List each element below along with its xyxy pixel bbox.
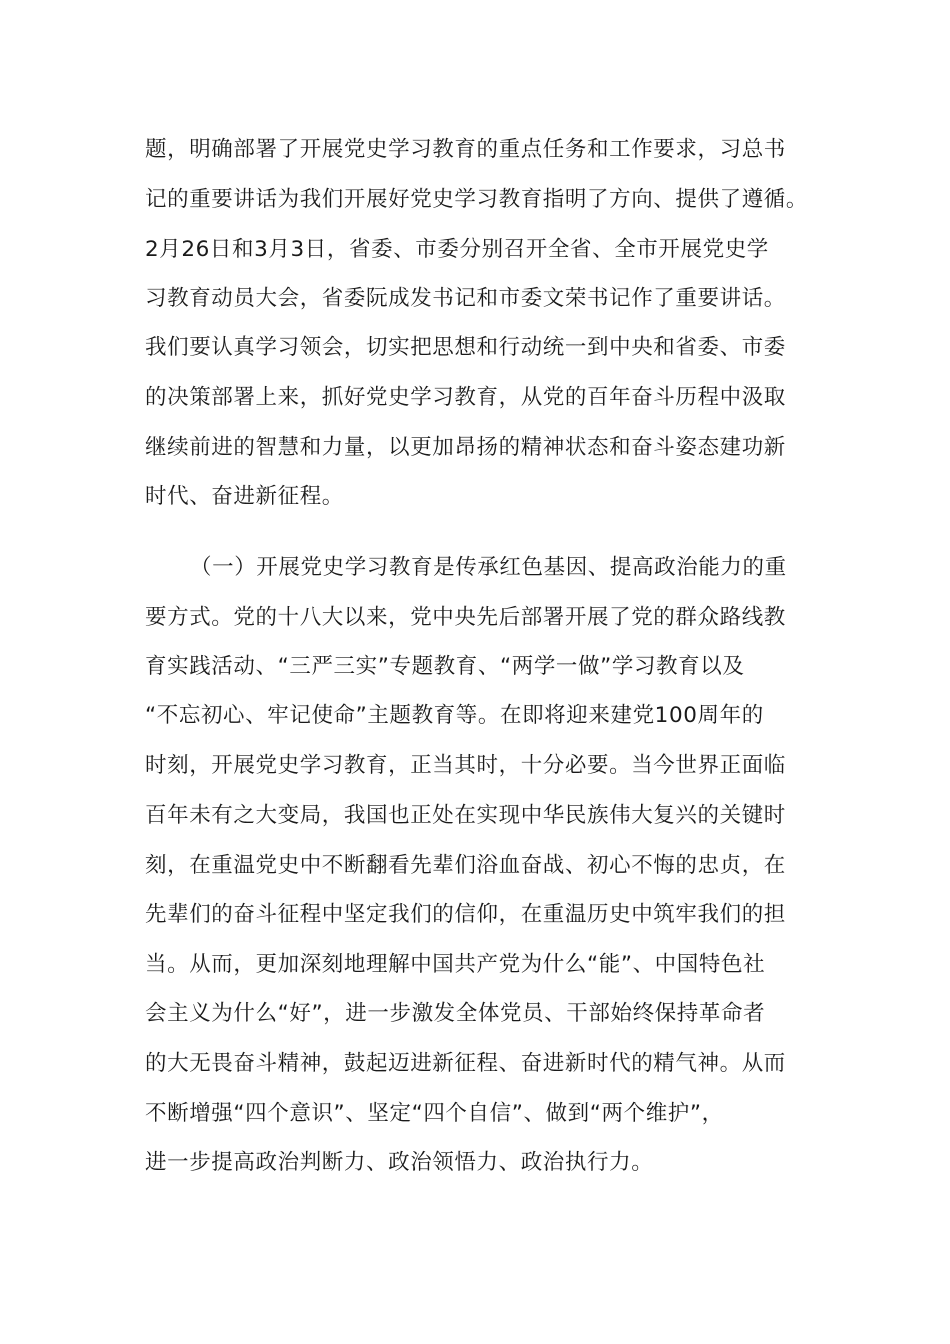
text-line: “不忘初心、牢记使命”主题教育等。在即将迎来建党100周年的	[145, 703, 764, 728]
text-line: 时代、奋进新征程。	[145, 484, 344, 509]
text-line: 题，明确部署了开展党史学习教育的重点任务和工作要求，习总书	[145, 137, 786, 162]
text-line: 先辈们的奋斗征程中坚定我们的信仰，在重温历史中筑牢我们的担	[145, 902, 786, 927]
text-line: 的大无畏奋斗精神，鼓起迈进新征程、奋进新时代的精气神。从而	[145, 1051, 786, 1076]
text-line: 记的重要讲话为我们开展好党史学习教育指明了方向、提供了遵循。	[145, 187, 809, 212]
text-line: 百年未有之大变局，我国也正处在实现中华民族伟大复兴的关键时	[145, 803, 786, 828]
text-line: 习教育动员大会，省委阮成发书记和市委文荣书记作了重要讲话。	[145, 286, 786, 311]
text-line: （一）开展党史学习教育是传承红色基因、提高政治能力的重	[190, 555, 787, 580]
text-line: 进一步提高政治判断力、政治领悟力、政治执行力。	[145, 1150, 654, 1175]
text-line: 会主义为什么“好”，进一步激发全体党员、干部始终保持革命者	[145, 1001, 766, 1026]
text-line: 要方式。党的十八大以来，党中央先后部署开展了党的群众路线教	[145, 605, 786, 630]
text-line: 的决策部署上来，抓好党史学习教育，从党的百年奋斗历程中汲取	[145, 385, 786, 410]
text-line: 刻，在重温党史中不断翻看先辈们浴血奋战、初心不悔的忠贞，在	[145, 853, 786, 878]
text-line: 育实践活动、“三严三实”专题教育、“两学一做”学习教育以及	[145, 654, 745, 679]
text-line: 我们要认真学习领会，切实把思想和行动统一到中央和省委、市委	[145, 335, 786, 360]
text-line: 2月26日和3月3日，省委、市委分别召开全省、全市开展党史学	[145, 237, 769, 262]
text-line: 不断增强“四个意识”、坚定“四个自信”、做到“两个维护”，	[145, 1101, 724, 1126]
text-line: 当。从而，更加深刻地理解中国共产党为什么“能”、中国特色社	[145, 952, 766, 977]
text-line: 继续前进的智慧和力量，以更加昂扬的精神状态和奋斗姿态建功新	[145, 435, 786, 460]
text-line: 时刻，开展党史学习教育，正当其时，十分必要。当今世界正面临	[145, 753, 786, 778]
